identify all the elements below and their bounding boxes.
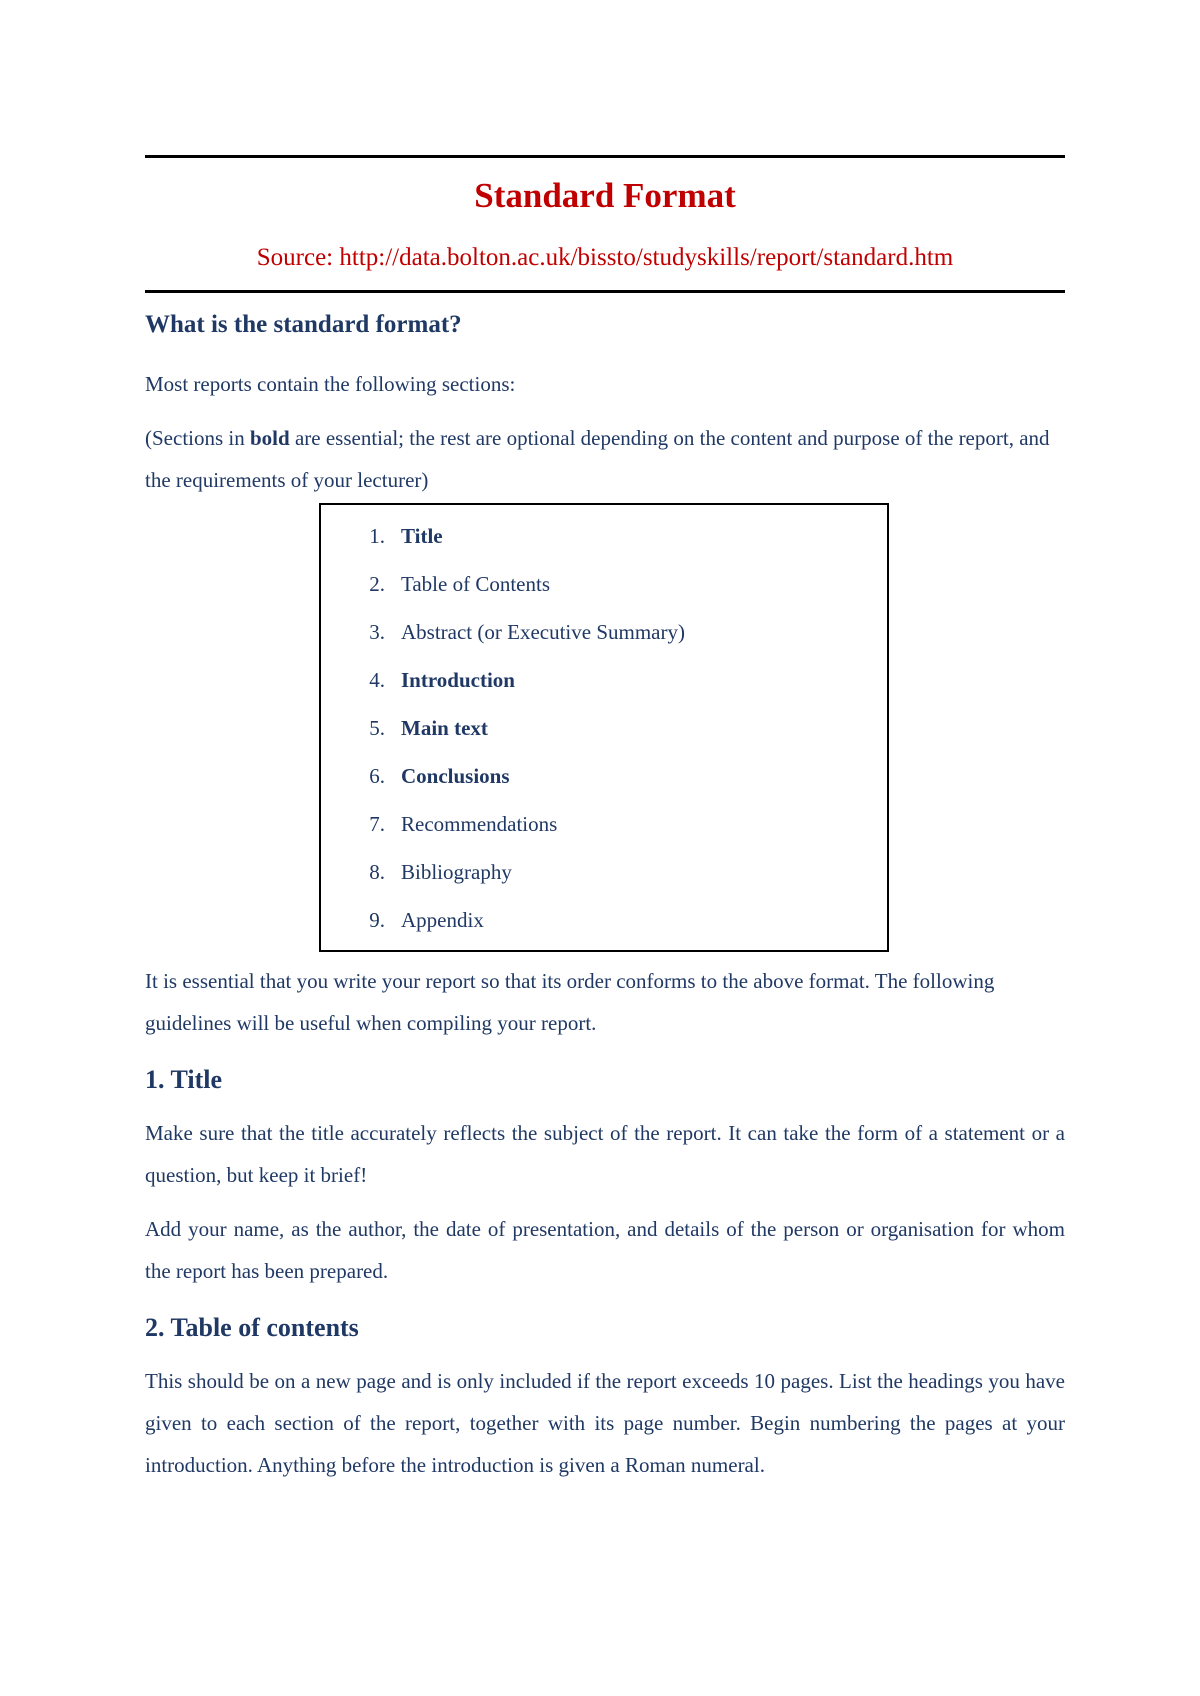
top-rule	[145, 155, 1065, 158]
note-text-end: are essential; the rest are optional depending on the content and purpose of the report, and the requirements of your lecturer)	[145, 426, 1050, 492]
section-list-label: Main text	[401, 716, 488, 740]
intro-paragraph: Most reports contain the following sections:	[145, 372, 516, 396]
note-text-start: (Sections in	[145, 426, 250, 450]
section-list-item	[321, 608, 887, 656]
section-list-label: Bibliography	[401, 860, 512, 884]
section-list-number: 6.	[369, 764, 385, 788]
section-toc-paragraph: This should be on a new page and is only included if the report exceeds 10 pages. List the headings you have given to each section of the report, together with its page number. Begin numbering the pages at your introduction. Anything before the introduction is given a Roman numeral.	[145, 1369, 1065, 1477]
section-list-label: Abstract (or Executive Summary)	[401, 620, 685, 644]
section-list-item	[321, 560, 887, 608]
section-list-label: Recommendations	[401, 812, 558, 836]
bottom-rule	[145, 290, 1065, 293]
section-list-number: 8.	[369, 860, 385, 884]
section-title-heading: 1. Title	[145, 1065, 223, 1094]
section-list-number: 2.	[369, 572, 385, 596]
section-list-label: Conclusions	[401, 764, 510, 788]
source-line: Source: http://data.bolton.ac.uk/bissto/studyskills/report/standard.htm	[256, 244, 954, 271]
standard-format-heading: What is the standard format?	[145, 311, 462, 338]
section-list-label: Introduction	[401, 668, 515, 692]
section-list-number: 9.	[369, 908, 385, 932]
section-list-label: Appendix	[401, 908, 484, 932]
section-list-item	[321, 656, 887, 704]
section-list-item	[321, 896, 887, 944]
section-list-item	[321, 800, 887, 848]
section-list-label: Table of Contents	[401, 572, 550, 596]
document-title: Standard Format	[474, 176, 736, 215]
section-list-number: 4.	[369, 668, 385, 692]
section-list-number: 1.	[369, 524, 385, 548]
section-list-label: Title	[401, 524, 443, 548]
note-bold-word: bold	[250, 426, 290, 450]
section-list-item	[321, 512, 887, 560]
section-list-number: 5.	[369, 716, 385, 740]
section-toc-heading: 2. Table of contents	[145, 1313, 359, 1342]
sections-list-box	[319, 503, 889, 952]
section-list-item	[321, 752, 887, 800]
section-list-number: 3.	[369, 620, 385, 644]
section-list-item	[321, 848, 887, 896]
section-list-item	[321, 704, 887, 752]
section-list-number: 7.	[369, 812, 385, 836]
document-page	[145, 155, 1065, 1486]
section-title-paragraph-1: Make sure that the title accurately reflects the subject of the report. It can take the form of a statement or a question, but keep it brief!	[145, 1121, 1065, 1187]
section-title-paragraph-2: Add your name, as the author, the date of presentation, and details of the person or organisation for whom the report has been prepared.	[145, 1217, 1065, 1283]
after-list-paragraph: It is essential that you write your report so that its order conforms to the above format. The following guidelines will be useful when compiling your report.	[145, 969, 995, 1035]
note-paragraph	[145, 417, 1065, 501]
